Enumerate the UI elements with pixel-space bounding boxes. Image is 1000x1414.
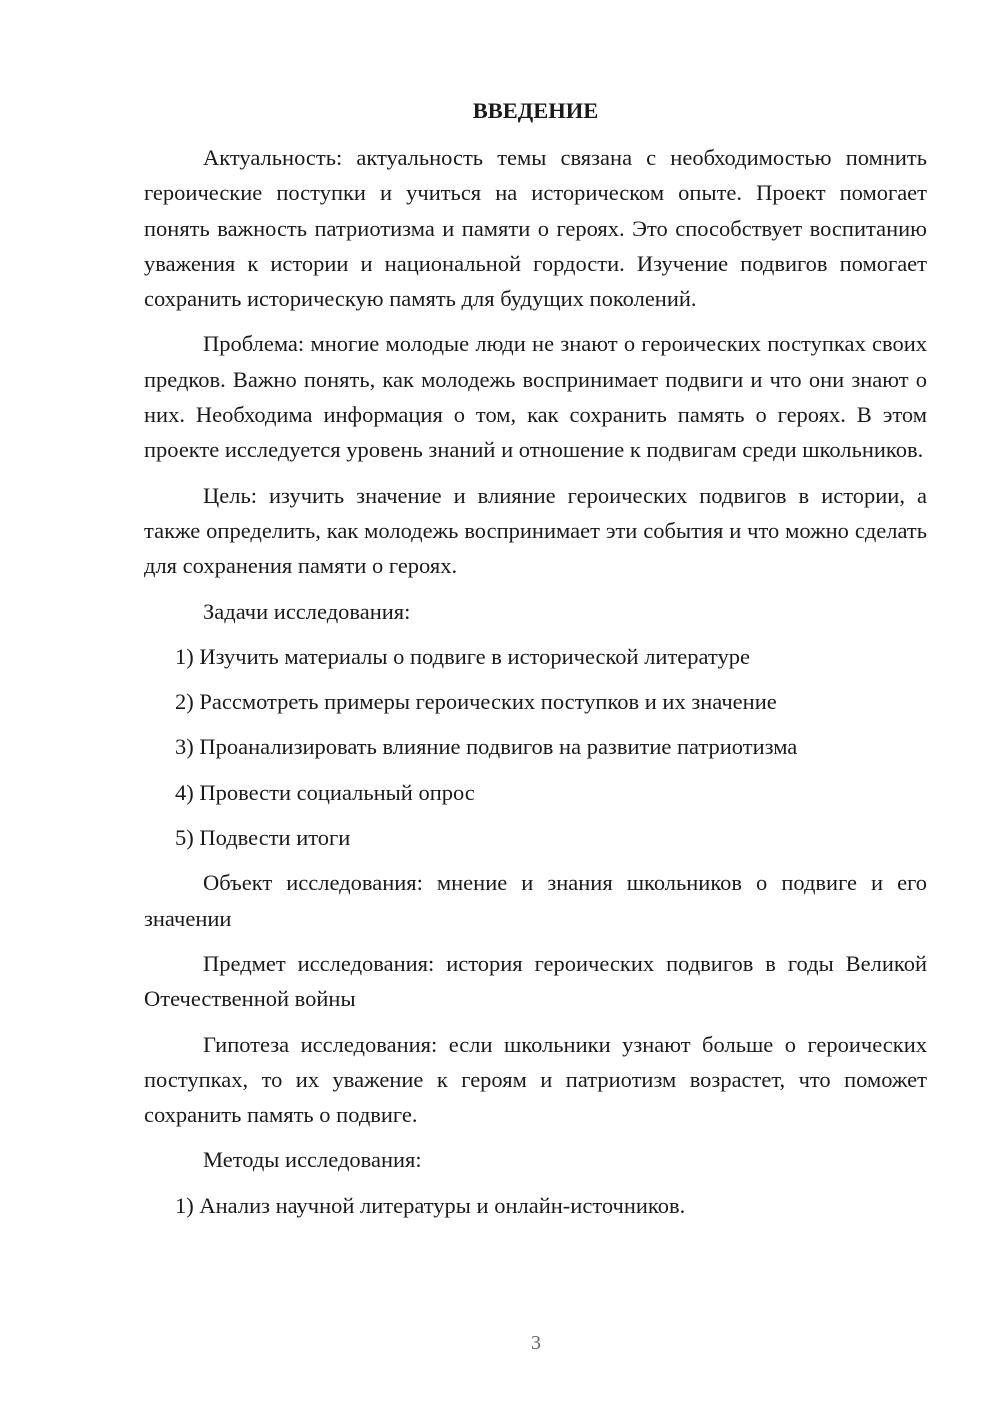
page-body (144, 93, 927, 1233)
task-item: 5) Подвести итоги (175, 825, 351, 851)
task-item: 1) Изучить материалы о подвиге в исторической литературе (175, 643, 750, 669)
goal-paragraph: Цель: изучить значение и влияние героических подвигов в истории, а также определить, как молодежь воспринимает эти события и что можно сделать для сохранения памяти о героях. (144, 482, 927, 579)
task-item: 4) Провести социальный опрос (175, 779, 475, 805)
subject-paragraph: Предмет исследования: история героических подвигов в годы Великой Отечественной войны (144, 950, 927, 1012)
page-number: 3 (531, 1332, 541, 1354)
task-item: 3) Проанализировать влияние подвигов на развитие патриотизма (175, 734, 798, 760)
task-item: 2) Рассмотреть примеры героических поступков и их значение (175, 689, 777, 715)
section-title: ВВЕДЕНИЕ (472, 98, 599, 123)
hypothesis-paragraph: Гипотеза исследования: если школьники узнают больше о героических поступках, то их уважение к героям и патриотизм возрастет, что поможет сохранить память о подвиге. (144, 1031, 927, 1128)
problem-paragraph: Проблема: многие молодые люди не знают о героических поступках своих предков. Важно понять, как молодежь воспринимает подвиги и что они знают о них. Необходима информация о том, как сохранить память о героях. В этом проекте исследуется уровень знаний и отношение к подвигам среди школьников. (144, 331, 927, 463)
method-item: 1) Анализ научной литературы и онлайн-источников. (175, 1192, 686, 1218)
methods-list (144, 1188, 927, 1223)
tasks-list (144, 639, 927, 855)
tasks-heading: Задачи исследования: (203, 598, 411, 624)
methods-heading: Методы исследования: (203, 1147, 422, 1173)
relevance-paragraph: Актуальность: актуальность темы связана с необходимостью помнить героические поступки и учиться на историческом опыте. Проект помогает понять важность патриотизма и памяти о героях. Это способствует воспитанию уважения к истории и национальной гордости. Изучение подвигов помогает сохранить историческую память для будущих поколений. (144, 145, 927, 312)
object-paragraph: Объект исследования: мнение и знания школьников о подвиге и его значении (144, 870, 927, 931)
